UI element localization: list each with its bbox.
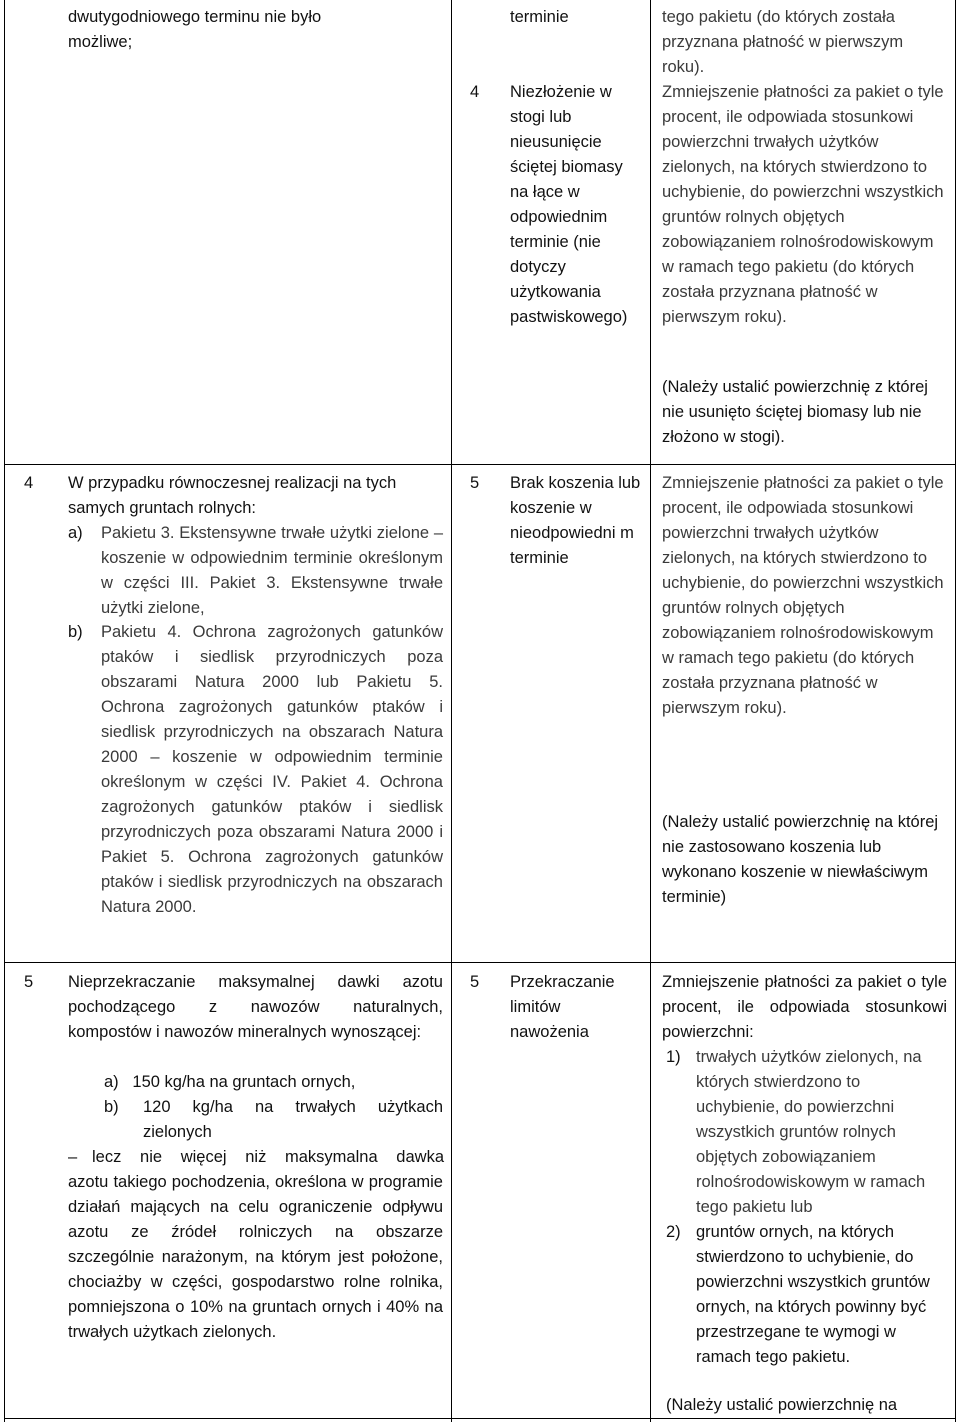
row-mid-note: (Należy ustalić powierzchnię na której nie zastosowano koszenia lub wykonano koszenie w niewłaściwym terminie) xyxy=(662,813,939,906)
row-top-col2-text: dwutygodniowego terminu nie było możliwe; xyxy=(68,8,322,51)
table-divider-inner xyxy=(650,0,651,1422)
table-row-line-3 xyxy=(4,1418,956,1419)
row-bot-note: (Należy ustalić powierzchnię na xyxy=(666,1396,898,1414)
row-top-col4-lead: terminie xyxy=(510,8,569,26)
row-bot-sanction-intro: Zmniejszenie płatności za pakiet o tyle procent, ile odpowiada stosunkowi powierzchni: xyxy=(662,973,947,1041)
row-mid-number-right: 5 xyxy=(470,474,480,492)
row-bot-item-1-text: trwałych użytków zielonych, na których stwierdzono to uchybienie, do powierzchni wszystkich gruntów rolnych objętych zobowiązaniem rolnośrodowiskowym w ramach tego pakietu lub xyxy=(696,1048,926,1216)
row-top-note: (Należy ustalić powierzchnię z której nie usunięto ściętej biomasy lub nie złożono w stogi). xyxy=(662,378,928,446)
row-mid-item-b-marker: b) xyxy=(68,623,83,641)
row-bot-tail: azotu takiego pochodzenia, określona w programie działań mających na celu ograniczenie odpływu azotu ze źródeł rolniczych na obszarze szczególnie narażonym, na którym jest położone, chociażby w części, gospodarstwo rolne rolnika, pomniejszona o 10% na gruntach ornych i 40% na trwałych użytkach zielonych. xyxy=(68,1173,443,1341)
row-bot-dash: – xyxy=(68,1148,78,1166)
table-border-left xyxy=(4,0,5,1422)
row-bot-intro: Nieprzekraczanie maksymalnej dawki azotu pochodzącego z nawozów naturalnych, kompostów i nawozów mineralnych wynoszącej: xyxy=(68,973,443,1041)
row-mid-number-left: 4 xyxy=(24,474,34,492)
table-divider-mid xyxy=(451,0,452,1422)
row-bot-number-right: 5 xyxy=(470,973,480,991)
row-mid-item-b-text: Pakietu 4. Ochrona zagrożonych gatunków ptaków i siedlisk przyrodniczych poza obszarami Natura 2000 lub Pakietu 5. Ochrona zagrożonych gatunków ptaków i siedlisk przyrodniczych na obszarach Natura 2000 – koszenie w odpowiednim terminie określonym w części IV. Pakiet 4. Ochrona zagrożonych gatunków ptaków i siedlisk przyrodniczych poza obszarami Natura 2000 i Pakiet 5. Ochrona zagrożonych gatunków ptaków i siedlisk przyrodniczych na obszarach Natura 2000. xyxy=(101,623,443,916)
row-bot-item-a: a) 150 kg/ha na gruntach ornych, xyxy=(104,1073,356,1091)
row-mid-sanction: Zmniejszenie płatności za pakiet o tyle procent, ile odpowiada stosunkowi powierzchni trwałych użytków zielonych, na których stwierdzono to uchybienie, do powierzchni wszystkich gruntów rolnych objętych zobowiązaniem rolnośrodowiskowym w ramach tego pakietu (do których została przyznana płatność w pierwszym roku). xyxy=(662,474,944,717)
row-bot-item-1-marker: 1) xyxy=(666,1048,681,1066)
row-bot-item-2-text: gruntów ornych, na których stwierdzono to uchybienie, do powierzchni wszystkich gruntów ornych, na których powinny być przestrzegane te wymogi w ramach tego pakietu. xyxy=(696,1223,930,1366)
table-row-line-1 xyxy=(4,464,956,465)
row-mid-violation: Brak koszenia lub koszenie w nieodpowiedni m terminie xyxy=(510,474,641,567)
table-border-right xyxy=(955,0,956,1422)
row-top-col6-lead: tego pakietu (do których została przyznana płatność w pierwszym roku). xyxy=(662,8,904,76)
row-top-sanction: Zmniejszenie płatności za pakiet o tyle procent, ile odpowiada stosunkowi powierzchni trwałych użytków zielonych, na których stwierdzono to uchybienie, do powierzchni wszystkich gruntów rolnych objętych zobowiązaniem rolnośrodowiskowym w ramach tego pakietu (do których została przyznana płatność w pierwszym roku). xyxy=(662,83,944,326)
row-bot-item-b-marker: b) xyxy=(104,1098,119,1116)
row-mid-item-a-marker: a) xyxy=(68,524,83,542)
row-bot-item-b-text: 120 kg/ha na trwałych użytkach zielonych xyxy=(143,1098,443,1141)
row-bot-item-2-marker: 2) xyxy=(666,1223,681,1241)
row-top-violation: Niezłożenie w stogi lub nieusunięcie ściętej biomasy na łące w odpowiednim terminie (nie dotyczy użytkowania pastwiskowego) xyxy=(510,83,628,326)
row-bot-tail-first: lecz nie więcej niż maksymalna dawka xyxy=(92,1148,444,1166)
row-mid-item-a-text: Pakietu 3. Ekstensywne trwałe użytki zielone – koszenie w odpowiednim terminie określonym w części III. Pakiet 3. Ekstensywne trwałe użytki zielone, xyxy=(101,524,443,617)
row-mid-intro: W przypadku równoczesnej realizacji na tych samych gruntach rolnych: xyxy=(68,474,397,517)
row-top-number: 4 xyxy=(470,83,480,101)
row-bot-number-left: 5 xyxy=(24,973,34,991)
row-bot-violation: Przekraczanie limitów nawożenia xyxy=(510,973,615,1041)
table-row-line-2 xyxy=(4,962,956,963)
